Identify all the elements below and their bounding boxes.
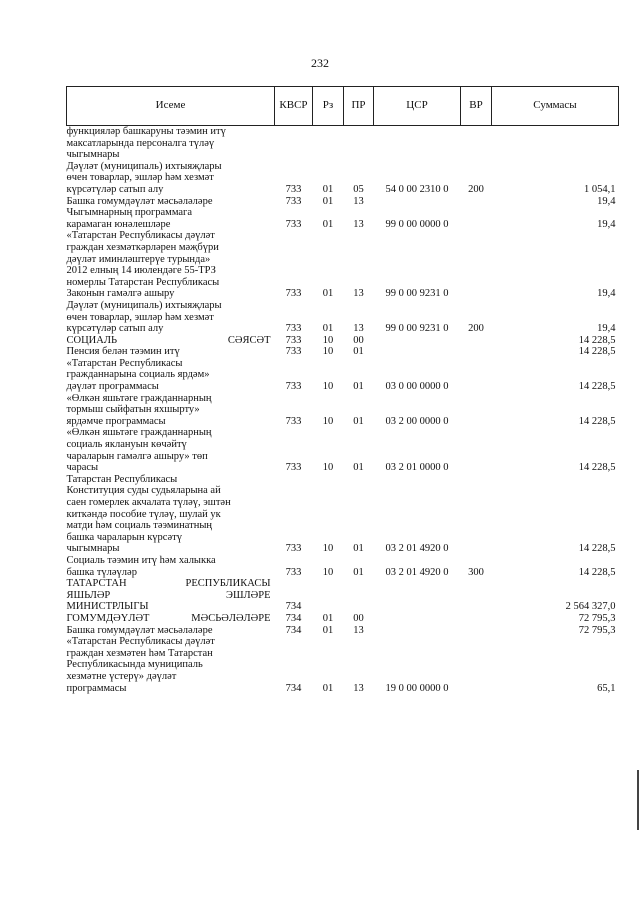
row-name: Дәүләт (муниципаль) ихтыяҗлары өчен товарлар, эшләр һәм хезмәт күрсәтүләр сатып алу — [66, 160, 222, 195]
row-sum: 14 228,5 — [578, 346, 616, 358]
row-pr: 01 — [353, 462, 364, 474]
row-rz: 10 — [322, 415, 334, 427]
row-pr: 13 — [353, 218, 364, 230]
row-name: Башка гомумдәүләт мәсьәләләре — [66, 624, 213, 636]
row-rz — [313, 126, 344, 161]
row-vr — [461, 393, 492, 428]
header-pr: ПР — [344, 87, 374, 126]
table-row — [67, 207, 619, 230]
row-csr: 03 2 01 4920 0 — [385, 543, 449, 555]
row-vr: 200 — [468, 183, 484, 195]
row-vr — [461, 358, 492, 393]
table-row — [67, 300, 619, 335]
row-csr — [374, 613, 461, 625]
row-vr: 200 — [468, 323, 484, 335]
page-number: 232 — [311, 56, 329, 70]
row-name: Социаль тәэмин итү һәм халыкка башка түләүләр — [66, 554, 216, 578]
row-pr: 01 — [353, 415, 364, 427]
row-sum: 19,4 — [597, 195, 616, 207]
row-pr: 13 — [353, 323, 364, 335]
row-name: «Өлкән яшьтәге гражданнарның социаль яклануын көчәйтү чараларын гамәлгә ашыру» төп чарасы — [66, 427, 212, 474]
row-sum: 14 228,5 — [578, 381, 616, 393]
row-pr: 13 — [353, 682, 364, 694]
row-rz: 01 — [322, 183, 334, 195]
row-rz: 10 — [322, 462, 334, 474]
row-rz: 01 — [322, 195, 334, 207]
row-kvsr: 734 — [285, 612, 302, 624]
row-pr: 13 — [353, 195, 364, 207]
row-rz: 10 — [322, 566, 334, 578]
row-vr — [461, 613, 492, 625]
table-row — [67, 393, 619, 428]
row-rz: 01 — [322, 624, 334, 636]
row-pr: 13 — [353, 288, 364, 300]
row-vr: 300 — [468, 566, 484, 578]
row-kvsr: 733 — [285, 195, 302, 207]
row-name: ТАТАРСТАН РЕСПУБЛИКАСЫ ЯШЬЛӘР ЭШЛӘРЕ МИНИСТРЛЫГЫ — [66, 578, 271, 613]
row-rz: 10 — [322, 346, 334, 358]
row-sum: 14 228,5 — [578, 415, 616, 427]
table-row — [67, 196, 619, 208]
row-sum: 14 228,5 — [578, 334, 616, 346]
row-kvsr: 733 — [285, 566, 302, 578]
row-rz: 01 — [322, 218, 334, 230]
row-rz: 01 — [322, 612, 334, 624]
row-sum: 72 795,3 — [578, 612, 616, 624]
row-sum: 2 564 327,0 — [565, 601, 616, 613]
row-kvsr: 733 — [285, 183, 302, 195]
row-pr: 00 — [353, 612, 364, 624]
row-csr — [374, 196, 461, 208]
header-vr: ВР — [461, 87, 492, 126]
row-name: Дәүләт (муниципаль) ихтыяҗлары өчен товарлар, эшләр һәм хезмәт күрсәтүләр сатып алу — [66, 299, 222, 335]
row-name: функцияләр башкаруны тәэмин итү максатларында персоналга түләү чыгымнары — [66, 126, 226, 161]
row-csr — [374, 346, 461, 358]
row-csr — [374, 335, 461, 347]
table-row — [67, 625, 619, 637]
row-vr — [461, 474, 492, 555]
row-csr: 03 0 00 0000 0 — [385, 381, 449, 393]
row-vr — [461, 578, 492, 613]
table-row — [67, 578, 619, 613]
row-pr: 13 — [353, 624, 364, 636]
row-kvsr: 734 — [285, 682, 302, 694]
row-kvsr: 733 — [285, 462, 302, 474]
table-row — [67, 346, 619, 358]
row-csr: 99 0 00 9231 0 — [385, 323, 449, 335]
row-sum: 1 054,1 — [584, 183, 616, 195]
table-row — [67, 230, 619, 300]
header-name: Исеме — [67, 87, 275, 126]
row-sum: 14 228,5 — [578, 543, 616, 555]
row-csr — [374, 126, 461, 161]
row-kvsr: 733 — [285, 381, 302, 393]
row-rz — [313, 578, 344, 613]
row-pr: 01 — [353, 381, 364, 393]
row-name: СОЦИАЛЬ СӘЯСӘТ — [66, 334, 271, 346]
table-row — [67, 474, 619, 555]
row-vr — [461, 427, 492, 473]
row-sum — [492, 126, 619, 161]
row-csr: 99 0 00 9231 0 — [385, 288, 449, 300]
row-pr — [344, 126, 374, 161]
row-sum: 72 795,3 — [578, 624, 616, 636]
row-vr — [461, 625, 492, 637]
row-name: Башка гомумдәүләт мәсьәләләре — [66, 195, 213, 207]
row-csr: 54 0 00 2310 0 — [385, 183, 449, 195]
row-vr — [461, 207, 492, 230]
scan-edge-mark — [637, 770, 639, 830]
table-header — [67, 87, 619, 126]
row-kvsr: 734 — [285, 601, 302, 613]
table-body — [67, 126, 619, 695]
table-row — [67, 636, 619, 694]
row-vr — [461, 335, 492, 347]
row-vr — [461, 636, 492, 694]
row-vr — [461, 230, 492, 300]
row-rz: 01 — [322, 323, 334, 335]
row-csr: 99 0 00 0000 0 — [385, 218, 449, 230]
header-csr: ЦСР — [374, 87, 461, 126]
row-sum: 14 228,5 — [578, 462, 616, 474]
header-rz: Рз — [313, 87, 344, 126]
row-name: ГОМУМДӘҮЛӘТ МӘСЬӘЛӘЛӘРЕ — [66, 612, 271, 624]
row-kvsr: 733 — [285, 218, 302, 230]
row-sum: 19,4 — [597, 218, 616, 230]
row-pr: 05 — [353, 183, 364, 195]
row-kvsr: 733 — [285, 543, 302, 555]
row-vr — [461, 196, 492, 208]
table-row — [67, 555, 619, 578]
table-row — [67, 335, 619, 347]
budget-table — [66, 86, 619, 694]
table-row — [67, 126, 619, 161]
row-sum: 19,4 — [597, 323, 616, 335]
row-rz: 01 — [322, 288, 334, 300]
row-csr: 03 2 01 0000 0 — [385, 462, 449, 474]
row-pr: 01 — [353, 543, 364, 555]
row-csr — [374, 625, 461, 637]
row-csr: 03 2 00 0000 0 — [385, 415, 449, 427]
row-rz: 01 — [322, 682, 334, 694]
row-csr: 19 0 00 0000 0 — [385, 682, 449, 694]
header-sum: Суммасы — [492, 87, 619, 126]
row-sum: 19,4 — [597, 288, 616, 300]
row-name: «Өлкән яшьтәге гражданнарның тормыш сыйфатын яхшырту» ярдәмче программасы — [66, 392, 212, 427]
row-kvsr: 734 — [285, 624, 302, 636]
row-rz: 10 — [322, 543, 334, 555]
row-kvsr: 733 — [285, 288, 302, 300]
table-row — [67, 613, 619, 625]
row-pr: 01 — [353, 346, 364, 358]
row-pr: 01 — [353, 566, 364, 578]
table-row — [67, 358, 619, 393]
row-kvsr — [275, 126, 313, 161]
row-vr — [461, 346, 492, 358]
row-rz: 10 — [322, 381, 334, 393]
row-csr — [374, 578, 461, 613]
row-vr — [461, 126, 492, 161]
row-name: Чыгымнарның программага карамаган юнәлешләре — [66, 207, 193, 230]
row-kvsr: 733 — [285, 334, 302, 346]
table-row — [67, 161, 619, 196]
row-name: Пенсия белән тәэмин итү — [66, 346, 180, 358]
row-csr: 03 2 01 4920 0 — [385, 566, 449, 578]
row-kvsr: 733 — [285, 323, 302, 335]
row-name: «Татарстан Республикасы дәүләт граждан хезмәтен һәм Татарстан Республикасында муниципаль хезмәтне үстерү» дәүләт программасы — [66, 636, 215, 694]
row-kvsr: 733 — [285, 415, 302, 427]
row-sum: 65,1 — [597, 682, 616, 694]
row-sum: 14 228,5 — [578, 566, 616, 578]
row-name: «Татарстан Республикасы гражданнарына социаль ярдәм» дәүләт программасы — [66, 357, 210, 393]
row-name: Татарстан Республикасы Конституция суды судьяларына ай саен гомерлек акчалата түләү, эштән киткәндә пособие түләү, шулай ук матди һәм социаль тәэминатның башка чараларын күрсәтү чыгымнары — [66, 473, 231, 555]
row-name: «Татарстан Республикасы дәүләт граждан хезмәткәрләрен мәҗбүри дәүләт иминләштерүе турында» 2012 елның 14 июлендәге 55-ТРЗ номерлы Татарстан Республикасы Законын гамәлгә ашыру — [66, 230, 220, 300]
row-pr — [344, 578, 374, 613]
row-rz: 10 — [322, 334, 334, 346]
table-row — [67, 427, 619, 473]
header-kvsr: КВСР — [275, 87, 313, 126]
row-pr: 00 — [353, 334, 364, 346]
row-kvsr: 733 — [285, 346, 302, 358]
